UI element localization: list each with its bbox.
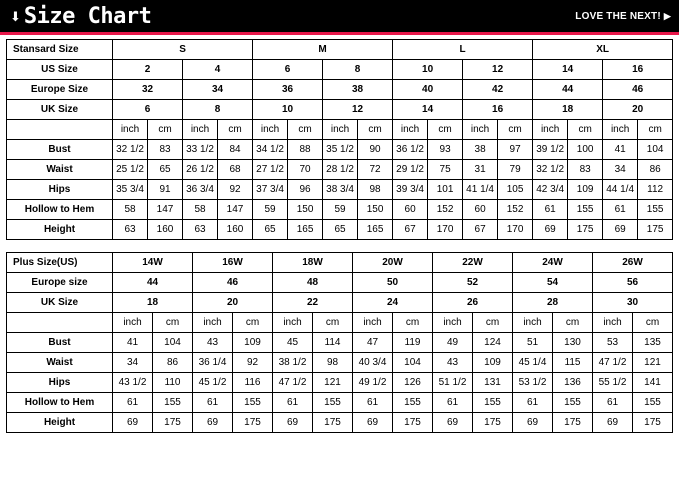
measure-value: 104 bbox=[638, 140, 673, 160]
group-header: L bbox=[393, 40, 533, 60]
size-value: 6 bbox=[113, 100, 183, 120]
measure-value: 28 1/2 bbox=[323, 160, 358, 180]
measure-value: 69 bbox=[353, 413, 393, 433]
table-row bbox=[7, 160, 673, 180]
measure-value: 147 bbox=[218, 200, 253, 220]
measure-value: 175 bbox=[568, 220, 603, 240]
measure-value: 61 bbox=[113, 393, 153, 413]
measure-value: 58 bbox=[113, 200, 148, 220]
unit-label: cm bbox=[358, 120, 393, 140]
measure-value: 160 bbox=[218, 220, 253, 240]
measure-value: 86 bbox=[638, 160, 673, 180]
measure-value: 109 bbox=[473, 353, 513, 373]
size-value: 14 bbox=[533, 60, 603, 80]
arrow-down-icon: ⬇ bbox=[10, 8, 21, 24]
measure-value: 32 1/2 bbox=[113, 140, 148, 160]
measure-value: 42 3/4 bbox=[533, 180, 568, 200]
measure-value: 160 bbox=[148, 220, 183, 240]
size-value: 2 bbox=[113, 60, 183, 80]
size-value: 22 bbox=[273, 293, 353, 313]
measure-value: 51 bbox=[513, 333, 553, 353]
table-header-row bbox=[7, 253, 673, 273]
measure-value: 68 bbox=[218, 160, 253, 180]
unit-label: cm bbox=[498, 120, 533, 140]
table-row bbox=[7, 333, 673, 353]
measure-value: 34 bbox=[603, 160, 638, 180]
measure-value: 43 bbox=[193, 333, 233, 353]
measure-value: 84 bbox=[218, 140, 253, 160]
table-row bbox=[7, 353, 673, 373]
measure-value: 170 bbox=[428, 220, 463, 240]
size-value: 6 bbox=[253, 60, 323, 80]
measure-value: 47 bbox=[353, 333, 393, 353]
measure-value: 25 1/2 bbox=[113, 160, 148, 180]
measure-value: 45 bbox=[273, 333, 313, 353]
measure-value: 69 bbox=[603, 220, 638, 240]
unit-label: cm bbox=[428, 120, 463, 140]
size-value: 38 bbox=[323, 80, 393, 100]
unit-label: cm bbox=[218, 120, 253, 140]
table-row bbox=[7, 180, 673, 200]
measure-value: 155 bbox=[473, 393, 513, 413]
measure-value: 29 1/2 bbox=[393, 160, 428, 180]
measure-value: 39 1/2 bbox=[533, 140, 568, 160]
row-label: Hollow to Hem bbox=[7, 393, 113, 413]
measure-value: 75 bbox=[428, 160, 463, 180]
measure-value: 83 bbox=[568, 160, 603, 180]
measure-value: 69 bbox=[193, 413, 233, 433]
measure-value: 33 1/2 bbox=[183, 140, 218, 160]
measure-value: 155 bbox=[553, 393, 593, 413]
group-header: M bbox=[253, 40, 393, 60]
measure-value: 175 bbox=[233, 413, 273, 433]
measure-value: 109 bbox=[233, 333, 273, 353]
measure-value: 104 bbox=[153, 333, 193, 353]
unit-label: cm bbox=[568, 120, 603, 140]
measure-value: 38 1/2 bbox=[273, 353, 313, 373]
size-value: 40 bbox=[393, 80, 463, 100]
table-row bbox=[7, 373, 673, 393]
measure-value: 119 bbox=[393, 333, 433, 353]
size-value: 8 bbox=[183, 100, 253, 120]
unit-label: inch bbox=[463, 120, 498, 140]
measure-value: 109 bbox=[568, 180, 603, 200]
table-row bbox=[7, 140, 673, 160]
measure-value: 155 bbox=[313, 393, 353, 413]
measure-value: 49 bbox=[433, 333, 473, 353]
group-header: XL bbox=[533, 40, 673, 60]
unit-label: inch bbox=[513, 313, 553, 333]
table-row bbox=[7, 100, 673, 120]
measure-value: 35 1/2 bbox=[323, 140, 358, 160]
unit-label: cm bbox=[233, 313, 273, 333]
table-row bbox=[7, 393, 673, 413]
measure-value: 61 bbox=[533, 200, 568, 220]
unit-label: cm bbox=[633, 313, 673, 333]
measure-value: 121 bbox=[633, 353, 673, 373]
row-label: Waist bbox=[7, 353, 113, 373]
unit-label: cm bbox=[313, 313, 353, 333]
size-value: 46 bbox=[603, 80, 673, 100]
measure-value: 40 3/4 bbox=[353, 353, 393, 373]
measure-value: 100 bbox=[568, 140, 603, 160]
measure-value: 175 bbox=[553, 413, 593, 433]
unit-label: inch bbox=[603, 120, 638, 140]
measure-value: 69 bbox=[273, 413, 313, 433]
brand-text: LOVE THE NEXT! bbox=[575, 10, 661, 22]
row-label: Hollow to Hem bbox=[7, 200, 113, 220]
group-header: 24W bbox=[513, 253, 593, 273]
table-row bbox=[7, 60, 673, 80]
size-value: 42 bbox=[463, 80, 533, 100]
plus-size-table bbox=[6, 252, 673, 433]
measure-value: 65 bbox=[148, 160, 183, 180]
measure-value: 67 bbox=[393, 220, 428, 240]
measure-value: 61 bbox=[273, 393, 313, 413]
size-value: 30 bbox=[593, 293, 673, 313]
group-header: 20W bbox=[353, 253, 433, 273]
measure-value: 112 bbox=[638, 180, 673, 200]
measure-value: 65 bbox=[253, 220, 288, 240]
measure-value: 131 bbox=[473, 373, 513, 393]
measure-value: 61 bbox=[353, 393, 393, 413]
measure-value: 175 bbox=[633, 413, 673, 433]
size-value: 8 bbox=[323, 60, 393, 80]
measure-value: 45 1/2 bbox=[193, 373, 233, 393]
row-label: US Size bbox=[7, 60, 113, 80]
measure-value: 79 bbox=[498, 160, 533, 180]
size-value: 48 bbox=[273, 273, 353, 293]
measure-value: 69 bbox=[593, 413, 633, 433]
measure-value: 155 bbox=[153, 393, 193, 413]
measure-value: 41 bbox=[113, 333, 153, 353]
measure-value: 175 bbox=[473, 413, 513, 433]
measure-value: 61 bbox=[593, 393, 633, 413]
measure-value: 152 bbox=[428, 200, 463, 220]
size-value: 32 bbox=[113, 80, 183, 100]
measure-value: 155 bbox=[393, 393, 433, 413]
measure-value: 175 bbox=[313, 413, 353, 433]
measure-value: 63 bbox=[113, 220, 148, 240]
measure-value: 155 bbox=[233, 393, 273, 413]
row-label: Bust bbox=[7, 140, 113, 160]
measure-value: 36 3/4 bbox=[183, 180, 218, 200]
measure-value: 152 bbox=[498, 200, 533, 220]
measure-value: 130 bbox=[553, 333, 593, 353]
measure-value: 53 1/2 bbox=[513, 373, 553, 393]
measure-value: 72 bbox=[358, 160, 393, 180]
measure-value: 41 bbox=[603, 140, 638, 160]
measure-value: 37 3/4 bbox=[253, 180, 288, 200]
measure-value: 49 1/2 bbox=[353, 373, 393, 393]
header-bar bbox=[0, 0, 679, 32]
unit-label: inch bbox=[533, 120, 568, 140]
measure-value: 43 1/2 bbox=[113, 373, 153, 393]
group-header: 18W bbox=[273, 253, 353, 273]
group-header: S bbox=[113, 40, 253, 60]
row-label: UK Size bbox=[7, 100, 113, 120]
unit-label: inch bbox=[113, 313, 153, 333]
unit-label: cm bbox=[473, 313, 513, 333]
measure-value: 60 bbox=[393, 200, 428, 220]
measure-value: 47 1/2 bbox=[273, 373, 313, 393]
measure-value: 150 bbox=[358, 200, 393, 220]
measure-value: 97 bbox=[498, 140, 533, 160]
row-label: Hips bbox=[7, 180, 113, 200]
size-value: 52 bbox=[433, 273, 513, 293]
measure-value: 92 bbox=[218, 180, 253, 200]
row-label: Bust bbox=[7, 333, 113, 353]
measure-value: 53 bbox=[593, 333, 633, 353]
unit-label: inch bbox=[593, 313, 633, 333]
size-value: 56 bbox=[593, 273, 673, 293]
measure-value: 83 bbox=[148, 140, 183, 160]
measure-value: 115 bbox=[553, 353, 593, 373]
measure-value: 60 bbox=[463, 200, 498, 220]
unit-label: cm bbox=[288, 120, 323, 140]
measure-value: 55 1/2 bbox=[593, 373, 633, 393]
measure-value: 36 1/4 bbox=[193, 353, 233, 373]
measure-value: 35 3/4 bbox=[113, 180, 148, 200]
group-header: 16W bbox=[193, 253, 273, 273]
row-label: Hips bbox=[7, 373, 113, 393]
measure-value: 38 3/4 bbox=[323, 180, 358, 200]
measure-value: 114 bbox=[313, 333, 353, 353]
measure-value: 70 bbox=[288, 160, 323, 180]
measure-value: 59 bbox=[253, 200, 288, 220]
measure-value: 155 bbox=[638, 200, 673, 220]
size-value: 24 bbox=[353, 293, 433, 313]
measure-value: 165 bbox=[288, 220, 323, 240]
measure-value: 126 bbox=[393, 373, 433, 393]
measure-value: 63 bbox=[183, 220, 218, 240]
measure-value: 175 bbox=[638, 220, 673, 240]
size-value: 16 bbox=[463, 100, 533, 120]
size-value: 20 bbox=[603, 100, 673, 120]
row-label: Plus Size(US) bbox=[7, 253, 113, 273]
measure-value: 27 1/2 bbox=[253, 160, 288, 180]
measure-value: 165 bbox=[358, 220, 393, 240]
row-label: Europe Size bbox=[7, 80, 113, 100]
brand-label bbox=[575, 11, 671, 22]
measure-value: 155 bbox=[568, 200, 603, 220]
measure-value: 93 bbox=[428, 140, 463, 160]
size-value: 18 bbox=[113, 293, 193, 313]
size-value: 46 bbox=[193, 273, 273, 293]
unit-label: inch bbox=[353, 313, 393, 333]
unit-label: inch bbox=[193, 313, 233, 333]
unit-label: inch bbox=[273, 313, 313, 333]
unit-row bbox=[7, 120, 673, 140]
size-value: 16 bbox=[603, 60, 673, 80]
size-value: 14 bbox=[393, 100, 463, 120]
unit-row bbox=[7, 313, 673, 333]
measure-value: 136 bbox=[553, 373, 593, 393]
unit-label: cm bbox=[638, 120, 673, 140]
measure-value: 61 bbox=[513, 393, 553, 413]
measure-value: 175 bbox=[393, 413, 433, 433]
measure-value: 38 bbox=[463, 140, 498, 160]
table-row bbox=[7, 273, 673, 293]
measure-value: 96 bbox=[288, 180, 323, 200]
measure-value: 51 1/2 bbox=[433, 373, 473, 393]
row-label: Height bbox=[7, 413, 113, 433]
measure-value: 44 1/4 bbox=[603, 180, 638, 200]
measure-value: 91 bbox=[148, 180, 183, 200]
unit-label: inch bbox=[433, 313, 473, 333]
row-label: UK Size bbox=[7, 293, 113, 313]
size-value: 54 bbox=[513, 273, 593, 293]
unit-label: cm bbox=[393, 313, 433, 333]
measure-value: 67 bbox=[463, 220, 498, 240]
row-label bbox=[7, 120, 113, 140]
size-value: 12 bbox=[463, 60, 533, 80]
measure-value: 61 bbox=[193, 393, 233, 413]
unit-label: inch bbox=[183, 120, 218, 140]
measure-value: 86 bbox=[153, 353, 193, 373]
measure-value: 170 bbox=[498, 220, 533, 240]
measure-value: 34 1/2 bbox=[253, 140, 288, 160]
size-value: 4 bbox=[183, 60, 253, 80]
measure-value: 105 bbox=[498, 180, 533, 200]
group-header: 22W bbox=[433, 253, 513, 273]
unit-label: cm bbox=[553, 313, 593, 333]
table-row bbox=[7, 293, 673, 313]
size-value: 36 bbox=[253, 80, 323, 100]
size-value: 28 bbox=[513, 293, 593, 313]
measure-value: 90 bbox=[358, 140, 393, 160]
measure-value: 69 bbox=[513, 413, 553, 433]
measure-value: 104 bbox=[393, 353, 433, 373]
measure-value: 58 bbox=[183, 200, 218, 220]
measure-value: 69 bbox=[533, 220, 568, 240]
size-value: 18 bbox=[533, 100, 603, 120]
measure-value: 45 1/4 bbox=[513, 353, 553, 373]
table-spacer bbox=[6, 240, 673, 252]
measure-value: 39 3/4 bbox=[393, 180, 428, 200]
measure-value: 124 bbox=[473, 333, 513, 353]
measure-value: 98 bbox=[313, 353, 353, 373]
size-value: 20 bbox=[193, 293, 273, 313]
measure-value: 65 bbox=[323, 220, 358, 240]
measure-value: 32 1/2 bbox=[533, 160, 568, 180]
measure-value: 116 bbox=[233, 373, 273, 393]
unit-label: inch bbox=[323, 120, 358, 140]
row-label: Waist bbox=[7, 160, 113, 180]
group-header: 26W bbox=[593, 253, 673, 273]
measure-value: 98 bbox=[358, 180, 393, 200]
unit-label: inch bbox=[253, 120, 288, 140]
standard-size-table bbox=[6, 39, 673, 240]
measure-value: 41 1/4 bbox=[463, 180, 498, 200]
table-row bbox=[7, 200, 673, 220]
unit-label: cm bbox=[153, 313, 193, 333]
size-value: 10 bbox=[253, 100, 323, 120]
measure-value: 150 bbox=[288, 200, 323, 220]
measure-value: 88 bbox=[288, 140, 323, 160]
measure-value: 147 bbox=[148, 200, 183, 220]
row-label bbox=[7, 313, 113, 333]
table-header-row bbox=[7, 40, 673, 60]
row-label: Height bbox=[7, 220, 113, 240]
measure-value: 26 1/2 bbox=[183, 160, 218, 180]
size-value: 26 bbox=[433, 293, 513, 313]
group-header: 14W bbox=[113, 253, 193, 273]
measure-value: 92 bbox=[233, 353, 273, 373]
measure-value: 110 bbox=[153, 373, 193, 393]
measure-value: 101 bbox=[428, 180, 463, 200]
measure-value: 175 bbox=[153, 413, 193, 433]
row-label: Stansard Size bbox=[7, 40, 113, 60]
measure-value: 61 bbox=[433, 393, 473, 413]
measure-value: 34 bbox=[113, 353, 153, 373]
measure-value: 135 bbox=[633, 333, 673, 353]
measure-value: 121 bbox=[313, 373, 353, 393]
measure-value: 43 bbox=[433, 353, 473, 373]
caret-right-icon: ▶ bbox=[663, 10, 671, 21]
unit-label: inch bbox=[393, 120, 428, 140]
measure-value: 69 bbox=[113, 413, 153, 433]
size-value: 10 bbox=[393, 60, 463, 80]
row-label: Europe size bbox=[7, 273, 113, 293]
accent-divider bbox=[0, 32, 679, 35]
measure-value: 59 bbox=[323, 200, 358, 220]
unit-label: inch bbox=[113, 120, 148, 140]
size-value: 50 bbox=[353, 273, 433, 293]
measure-value: 36 1/2 bbox=[393, 140, 428, 160]
size-value: 44 bbox=[113, 273, 193, 293]
size-value: 44 bbox=[533, 80, 603, 100]
measure-value: 47 1/2 bbox=[593, 353, 633, 373]
page-title: Size Chart bbox=[23, 3, 152, 29]
measure-value: 155 bbox=[633, 393, 673, 413]
measure-value: 61 bbox=[603, 200, 638, 220]
measure-value: 69 bbox=[433, 413, 473, 433]
table-row bbox=[7, 80, 673, 100]
size-value: 12 bbox=[323, 100, 393, 120]
size-value: 34 bbox=[183, 80, 253, 100]
measure-value: 141 bbox=[633, 373, 673, 393]
unit-label: cm bbox=[148, 120, 183, 140]
measure-value: 31 bbox=[463, 160, 498, 180]
table-row bbox=[7, 413, 673, 433]
table-row bbox=[7, 220, 673, 240]
